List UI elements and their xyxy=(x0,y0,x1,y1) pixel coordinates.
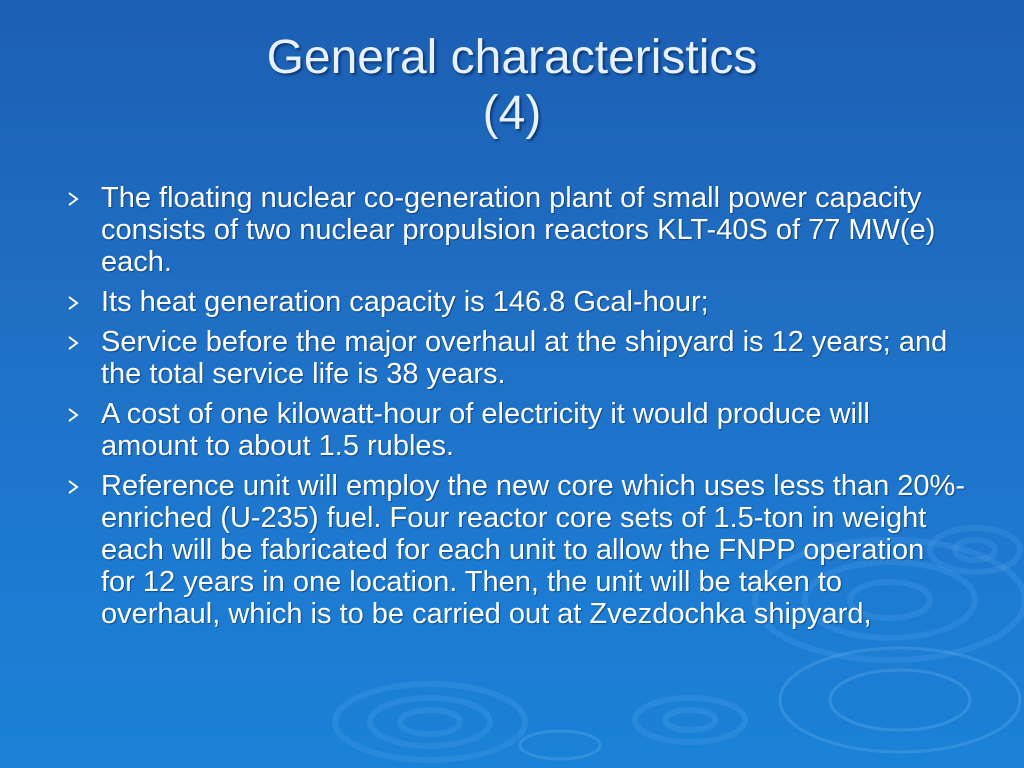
bullet-text: A cost of one kilowatt-hour of electricity it would produce will amount to about 1.5 rubles. xyxy=(101,398,870,462)
bullet-text: Reference unit will employ the new core which uses less than 20%-enriched (U-235) fuel. Four reactor core sets of 1.5-ton in weight each will be fabricated for each unit to allow the FNPP operation for 12 years in one location. Then, the unit will be taken to overhaul, which is to be carried out at Zvezdochka shipyard, xyxy=(101,470,965,630)
chevron-right-icon xyxy=(66,480,80,494)
bullet-item xyxy=(60,326,965,390)
bullet-text: Its heat generation capacity is 146.8 Gcal-hour; xyxy=(101,286,709,318)
bullet-item xyxy=(60,182,965,278)
chevron-right-icon xyxy=(66,296,80,310)
bullet-text: The floating nuclear co-generation plant of small power capacity consists of two nuclear propulsion reactors KLT-40S of 77 MW(e) each. xyxy=(101,182,936,278)
chevron-right-icon xyxy=(66,192,80,206)
bullet-text: Service before the major overhaul at the shipyard is 12 years; and the total service life is 38 years. xyxy=(101,326,948,390)
bullet-item xyxy=(60,398,965,462)
bullet-list xyxy=(60,182,965,638)
slide-title xyxy=(0,30,1024,142)
chevron-right-icon xyxy=(66,336,80,350)
bullet-item xyxy=(60,286,965,318)
chevron-right-icon xyxy=(66,408,80,422)
title-line-2: (4) xyxy=(482,87,542,140)
title-line-1: General characteristics xyxy=(266,31,758,84)
bullet-item xyxy=(60,470,965,630)
